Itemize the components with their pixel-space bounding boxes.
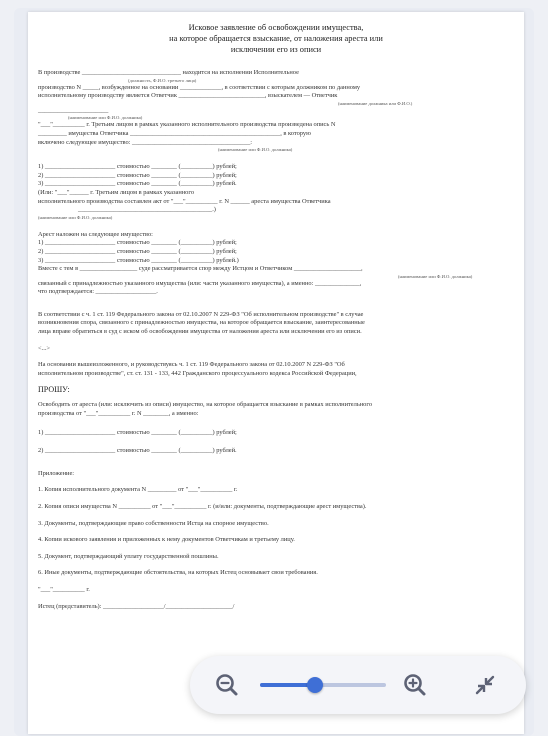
zoom-in-icon	[400, 670, 430, 700]
text-line: лица вправе обратиться в суд с иском об освобождении имущества от наложения ареста или исключении его из описи.	[38, 328, 362, 336]
request-heading: ПРОШУ:	[38, 385, 70, 395]
field-caption: (должность, Ф.И.О. третьего лица)	[128, 77, 197, 83]
zoom-out-button[interactable]	[212, 670, 242, 700]
fit-screen-button[interactable]	[470, 670, 500, 700]
attachment-item: 3. Документы, подтверждающие право собственности Истца на спорное имущество.	[38, 519, 269, 527]
list-item: 1) ______________________ стоимостью ________ (__________) рублей;	[38, 428, 237, 436]
ellipsis: <...>	[38, 344, 51, 352]
text-line: _________ имущества Ответчика _______________________________________________, в которую	[38, 129, 311, 137]
text-line: исполнительного производства составлен акт от "___"__________ г. N ______ ареста имущества Ответчика	[38, 197, 331, 205]
collapse-arrows-icon	[470, 670, 500, 700]
attachment-item: 2. Копия описи имущества N __________ от "___"__________ г. (и/или: документы, подтверждающие арест имущества).	[38, 503, 367, 510]
field-caption: (наименование или Ф.И.О. должника)	[398, 273, 473, 279]
text-line: __________________________________________.)	[78, 206, 216, 214]
document-title	[38, 22, 514, 55]
title-line: Исковое заявление об освобождении имущества,	[188, 23, 364, 32]
text-line: исполнительному производству является Ответчик ___________________________, взыскателем — Ответчик	[38, 92, 338, 100]
list-item: 2) ______________________ стоимостью ________ (__________) рублей;	[38, 247, 237, 255]
list-item: 1) ______________________ стоимостью ________ (__________) рублей;	[38, 163, 237, 171]
title-line: исключении его из описи	[230, 45, 322, 54]
text-line: "___"__________ г. Третьим лицом в рамках указанного исполнительного производства произведена опись N	[38, 121, 336, 129]
list-item: 3) ______________________ стоимостью ________ (__________) рублей.	[38, 180, 237, 188]
attachment-item: 5. Документ, подтверждающий уплату государственной пошлины.	[38, 552, 219, 560]
text-line: производства от "___"__________ г. N ________, а именно:	[38, 410, 199, 418]
document-page	[28, 12, 524, 734]
list-item: 3) ______________________ стоимостью ________ (__________) рублей.)	[38, 256, 239, 264]
title-line: на которое обращается взыскание, от наложения ареста или	[169, 34, 383, 43]
attachment-item: 4. Копии искового заявления и приложенных к нему документов Ответчикам и третьему лицу.	[38, 536, 295, 544]
zoom-out-icon	[212, 670, 242, 700]
text-line: исполнительном производстве", ст. ст. 131 - 133, 442 Гражданского процессуального кодекса Российской Федерации,	[38, 369, 357, 377]
zoom-slider-thumb[interactable]	[307, 677, 323, 693]
signature-line: Истец (представитель): ___________________/_____________________/	[38, 602, 235, 610]
date-line: "___"__________ г.	[38, 585, 90, 593]
attachment-item: 6. Иные документы, подтверждающие обстоятельства, на которых Истец основывает свои требования.	[38, 569, 318, 577]
list-item: 2) ______________________ стоимостью ________ (__________) рублей;	[38, 171, 237, 179]
text-line: Вместе с тем в __________________ суде рассматривается спор между Истцом и Ответчиком _____________________,	[38, 265, 363, 273]
text-line: ______________________	[38, 106, 109, 114]
list-item: 1) ______________________ стоимостью ________ (__________) рублей;	[38, 239, 237, 247]
field-caption: (наименование или Ф.И.О. должника)	[218, 147, 293, 153]
text-line: включено следующее имущество: _____________________________________:	[38, 138, 253, 146]
zoom-toolbar	[190, 656, 526, 714]
attachment-item: 1. Копия исполнительного документа N _________ от "___"__________ г.	[38, 486, 238, 494]
attachments-heading: Приложение:	[38, 469, 75, 477]
field-caption: (наименование или Ф.И.О. должника)	[68, 115, 143, 121]
text-line: На основании вышеизложенного, и руководствуясь ч. 1 ст. 119 Федерального закона от 02.10.2007 N 229-ФЗ "Об	[38, 361, 345, 369]
text-line: что подтверждается: ___________________.	[38, 288, 158, 296]
list-item: 2) ______________________ стоимостью ________ (__________) рублей.	[38, 447, 237, 455]
field-caption: (наименование должника или Ф.И.О.)	[338, 100, 413, 106]
text-line: (Или: "___"______ г. Третьим лицом в рамках указанного	[38, 188, 195, 196]
text-line: возникновения спора, связанного с принадлежностью имущества, на которое обращается взыскание, заинтересованные	[38, 319, 365, 327]
zoom-in-button[interactable]	[400, 670, 430, 700]
text-line: В производстве _______________________________ находится на исполнении Исполнительное	[38, 69, 299, 76]
text-line: Освободить от ареста (или: исключить из описи) имущество, на которое обращается взыскание в рамках исполнительного	[38, 401, 373, 409]
text-line: В соответствии с ч. 1 ст. 119 Федерального закона от 02.10.2007 N 229-ФЗ "Об исполнительном производстве" в случае	[38, 310, 364, 318]
field-caption: (наименование или Ф.И.О. должника)	[38, 214, 113, 220]
document-body	[38, 22, 514, 611]
text-line: связанный с принадлежностью указанного имущества (или: части указанного имущества), а именно: ______________,	[38, 279, 362, 287]
text-line: Арест наложен на следующее имущество:	[38, 230, 153, 238]
text-line: производство N _____, возбужденное на основании _____________, в соответствии с которым должником по данному	[38, 83, 361, 91]
